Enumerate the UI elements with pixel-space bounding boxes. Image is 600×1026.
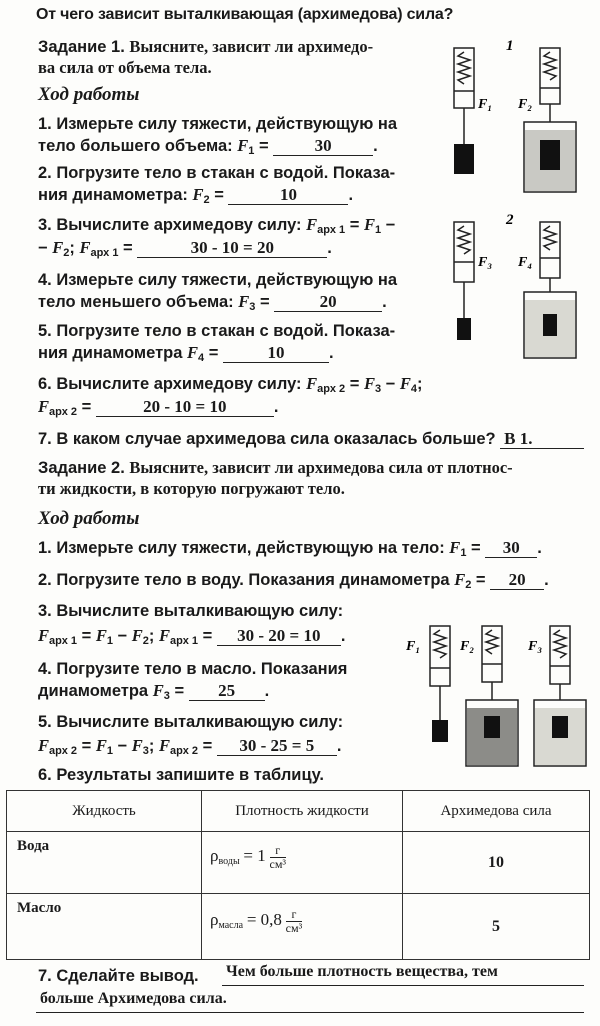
header-density: Плотность жидкости — [202, 791, 403, 832]
header-liquid: Жидкость — [7, 791, 202, 832]
conclusion-answer-line2: больше Архимедова сила. — [40, 990, 227, 1007]
body-small-air — [457, 318, 471, 340]
label-f3: F₃ — [478, 255, 493, 270]
task1-step2-line2: ния динамометра: $F_2 = 10$ . — [38, 185, 354, 206]
header-force: Архимедова сила — [403, 791, 590, 832]
figure-1 — [440, 36, 600, 201]
body-small-water — [543, 314, 557, 336]
task1-text-l1: Выясните, зависит ли архимедо- — [129, 37, 374, 56]
conclusion-answer-line1: Чем больше плотность вещества, тем — [226, 963, 498, 980]
task1-step7-answer: В 1. — [500, 430, 584, 449]
conclusion-rule-2 — [36, 1012, 584, 1013]
cell-density: $\rho_{масла} = 0,8$ г см³ — [202, 894, 403, 960]
task2-step2: 2. Погрузите тело в воду. Показания динамометра $F_2 = 20$ . — [38, 570, 549, 591]
body-large-air — [454, 144, 474, 174]
table-row — [7, 832, 590, 894]
conclusion-rule-1 — [222, 985, 584, 986]
task2-step6: 6. Результаты запишите в таблицу. — [38, 766, 324, 784]
task2-text-l2: ти жидкости, в которую погружают тело. — [38, 479, 345, 498]
dynamometer-left-2 — [454, 222, 474, 318]
figure-2 — [440, 210, 600, 370]
task1-step7: 7. В каком случае архимедова сила оказалась больше? В 1. — [38, 430, 584, 449]
label-f3-fig3: F₃ — [528, 639, 543, 654]
label-f2: F₂ — [518, 97, 533, 112]
task1-step3-line2: − $F_2$; $F_{арх 1} = 30 - 10 = 20$ . — [38, 238, 332, 259]
task1-step6-line2: $F_{арх 2} = 20 - 10 = 10$ . — [38, 397, 279, 418]
task1-step3-answer: 30 - 10 = 20 — [137, 239, 327, 258]
cell-force: 5 — [403, 894, 590, 960]
task1-step1-line1: 1. Измерьте силу тяжести, действующую на — [38, 115, 398, 133]
label-f2-fig3: F₂ — [460, 639, 475, 654]
figure-1-number: 1 — [506, 38, 514, 54]
table-row — [7, 894, 590, 960]
task2-step1-answer: 30 — [485, 539, 537, 558]
results-table — [6, 790, 590, 960]
figure-3 — [400, 620, 590, 770]
task1-step5-line1: 5. Погрузите тело в стакан с водой. Показа- — [38, 322, 396, 340]
body-air — [432, 720, 448, 742]
task2-step3-answer: 30 - 20 = 10 — [217, 627, 341, 646]
task1-step4-line1: 4. Измерьте силу тяжести, действующую на — [38, 271, 398, 289]
task2-step2-answer: 20 — [490, 571, 544, 590]
task1-step2-answer: 10 — [228, 186, 348, 205]
task2-step4-line1: 4. Погрузите тело в масло. Показания — [38, 660, 348, 678]
cell-force: 10 — [403, 832, 590, 894]
task1-step6-answer: 20 - 10 = 10 — [96, 398, 274, 417]
task2-step3-line1: 3. Вычислите выталкивающую силу: — [38, 602, 344, 620]
task2-heading — [38, 458, 513, 478]
body-water — [484, 716, 500, 738]
page-title: От чего зависит выталкивающая (архимедова) сила? — [36, 6, 454, 23]
body-large-water — [540, 140, 560, 170]
cell-density: $\rho_{воды} = 1$ г см³ — [202, 832, 403, 894]
task2-step5-line2: $F_{арх 2} = F_1 - F_3$; $F_{арх 2} = 30 - 25 = 5$ . — [38, 736, 342, 757]
task2-step5-answer: 30 - 25 = 5 — [217, 737, 337, 756]
task2-procedure-heading: Ход работы — [38, 508, 140, 529]
task1-step5-answer: 10 — [223, 344, 329, 363]
task1-step1-answer: 30 — [273, 137, 373, 156]
task1-step4-line2: тело меньшего объема: $F_3 = 20$ . — [38, 292, 387, 313]
task1-step3-line1: 3. Вычислите архимедову силу: $F_{арх 1} = F_1$ − — [38, 215, 396, 236]
label-f4: F₄ — [518, 255, 533, 270]
task2-step5-line1: 5. Вычислите выталкивающую силу: — [38, 713, 344, 731]
task1-heading — [38, 37, 373, 57]
task1-step1-line2: тело большего объема: $F_1 = 30$ . — [38, 136, 378, 157]
task1-text-l2: ва сила от объема тела. — [38, 58, 212, 77]
figure-2-number: 2 — [506, 212, 514, 228]
task2-step4-line2: динамометра $F_3 = 25$ . — [38, 681, 270, 702]
cell-liquid: Масло — [7, 894, 202, 960]
task2-text-l1: Выясните, зависит ли архимедова сила от плотнос- — [129, 458, 513, 477]
dynamometer-left — [454, 48, 474, 144]
table-header-row — [7, 791, 590, 832]
label-f1-fig3: F₁ — [406, 639, 421, 654]
dynamometer-a — [430, 626, 450, 720]
task2-step1: 1. Измерьте силу тяжести, действующую на тело: $F_1 = 30$ . — [38, 538, 542, 559]
task2-step4-answer: 25 — [189, 682, 265, 701]
conclusion-label: 7. Сделайте вывод. — [38, 967, 199, 985]
task1-procedure-heading: Ход работы — [38, 84, 140, 105]
task1-step2-line1: 2. Погрузите тело в стакан с водой. Показа- — [38, 164, 396, 182]
body-oil — [552, 716, 568, 738]
cell-liquid: Вода — [7, 832, 202, 894]
task1-label: Задание 1. — [38, 38, 125, 56]
task2-label: Задание 2. — [38, 459, 125, 477]
label-f1: F₁ — [478, 97, 493, 112]
task1-step6-line1: 6. Вычислите архимедову силу: $F_{арх 2} = F_3 - F_4$; — [38, 374, 423, 395]
task1-step4-answer: 20 — [274, 293, 382, 312]
task2-step3-line2: $F_{арх 1} = F_1 - F_2$; $F_{арх 1} = 30 - 20 = 10$ . — [38, 626, 346, 647]
task1-step5-line2: ния динамометра $F_4 = 10$ . — [38, 343, 334, 364]
